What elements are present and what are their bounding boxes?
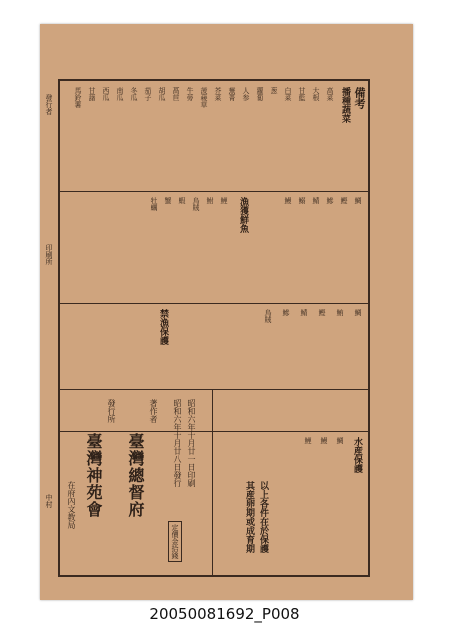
veg-item: 芥菜 <box>214 87 222 101</box>
content-frame <box>58 79 370 577</box>
veg-item: 甘藍 <box>298 87 306 101</box>
protection-item: 鰹 <box>318 309 326 316</box>
veg-item: 菠薐草 <box>200 87 208 108</box>
section-heading-protection: 禁漁保護 <box>158 309 168 345</box>
veg-item: 牛蒡 <box>186 87 194 101</box>
section-heading-vegetables: 播種蔬菜 <box>340 87 350 123</box>
publisher-office: 在府內文教局 <box>67 481 76 529</box>
price-stamp: 定價金拾錢 <box>168 521 182 562</box>
veg-item: 南瓜 <box>116 87 124 101</box>
fresh-item: 鯖 <box>312 197 320 204</box>
veg-item: 西瓜 <box>102 87 110 101</box>
fresh-item: 蝦 <box>178 197 186 204</box>
section-heading-fresh: 漁獲鮮魚 <box>238 197 248 233</box>
veg-item: 胡瓜 <box>158 87 166 101</box>
veg-item: 蘿蔔 <box>256 87 264 101</box>
veg-item: 蕪菁 <box>228 87 236 101</box>
water-item: 鯉 <box>304 437 312 444</box>
veg-item: 茄子 <box>144 87 152 101</box>
divider <box>60 191 368 192</box>
print-date: 昭和六年十月廿一日印刷 <box>187 399 196 487</box>
fresh-item: 鯉 <box>220 197 228 204</box>
veg-item: 馬鈴薯 <box>74 87 82 108</box>
fresh-item: 鮒 <box>206 197 214 204</box>
protection-item: 鯛 <box>354 309 362 316</box>
fresh-item: 鰯 <box>298 197 306 204</box>
protection-item: 烏賊 <box>264 309 272 323</box>
fresh-item: 蟹 <box>164 197 172 204</box>
margin-publisher: 發行者 <box>45 94 53 115</box>
veg-item: 甘藷 <box>88 87 96 101</box>
issue-date: 昭和六年十月廿八日發行 <box>173 399 182 487</box>
margin-printer: 印刷所 <box>45 244 53 265</box>
protection-item: 鯖 <box>300 309 308 316</box>
author-label: 著作者 <box>149 399 158 423</box>
publisher-label: 發行所 <box>107 399 116 423</box>
veg-item: 白菜 <box>284 87 292 101</box>
fresh-item: 鰹 <box>340 197 348 204</box>
veg-item: 葱 <box>270 87 278 94</box>
author-name: 臺灣總督府 <box>126 433 145 518</box>
archive-caption: 20050081692_P008 <box>149 605 300 623</box>
page-title: 備考 <box>353 87 366 109</box>
divider <box>60 389 368 390</box>
veg-item: 萵苣 <box>172 87 180 101</box>
protection-item: 鰺 <box>282 309 290 316</box>
water-item: 鯛 <box>336 437 344 444</box>
fresh-item: 牡蠣 <box>150 197 158 211</box>
divider <box>60 303 368 304</box>
section-heading-water: 水産保護 <box>352 437 362 473</box>
divider <box>212 389 213 577</box>
water-item: 鰻 <box>320 437 328 444</box>
divider <box>60 431 368 432</box>
fresh-item: 烏賊 <box>192 197 200 211</box>
protection-item: 鮪 <box>336 309 344 316</box>
margin-name: 中村 <box>45 494 53 508</box>
fresh-item: 鰻 <box>284 197 292 204</box>
document-page <box>40 24 413 600</box>
veg-item: 高菜 <box>326 87 334 101</box>
fresh-item: 鰺 <box>326 197 334 204</box>
notice-line: 其産卵期或成育期 <box>244 481 254 553</box>
fresh-item: 鯛 <box>354 197 362 204</box>
notice-line: 以上各件在於保護 <box>258 481 268 553</box>
publisher-name: 臺灣神苑會 <box>84 433 103 518</box>
veg-item: 大根 <box>312 87 320 101</box>
veg-item: 人参 <box>242 87 250 101</box>
veg-item: 冬瓜 <box>130 87 138 101</box>
